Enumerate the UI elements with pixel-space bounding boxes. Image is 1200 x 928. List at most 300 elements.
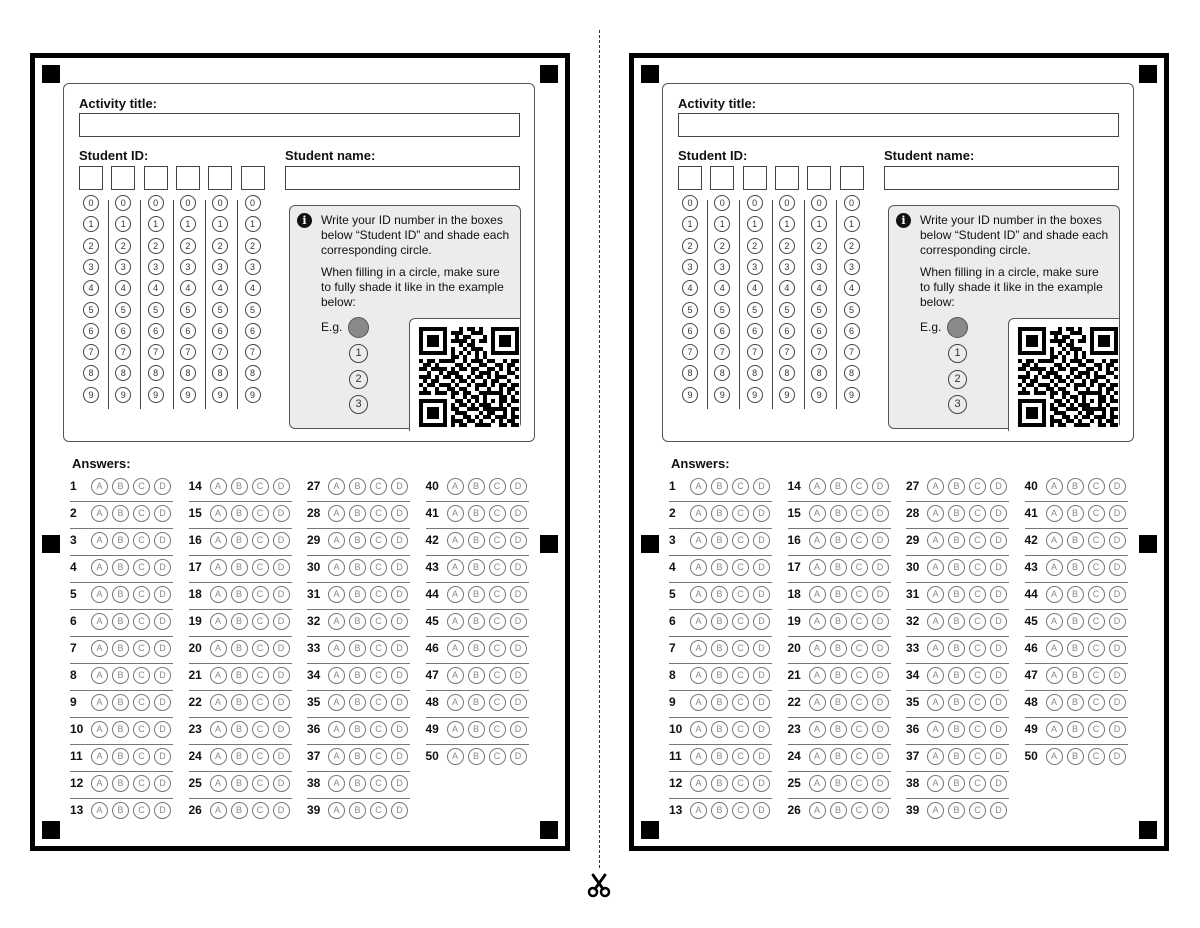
answer-bubble-b[interactable]: B [830, 748, 847, 765]
answer-bubble-c[interactable]: C [370, 613, 387, 630]
answer-bubble-c[interactable]: C [370, 559, 387, 576]
answer-bubble-c[interactable]: C [133, 748, 150, 765]
id-digit-bubble[interactable]: 9 [83, 387, 99, 403]
answer-bubble-d[interactable]: D [273, 505, 290, 522]
answer-bubble-c[interactable]: C [1088, 694, 1105, 711]
answer-bubble-d[interactable]: D [753, 478, 770, 495]
id-digit-bubble[interactable]: 0 [811, 195, 827, 211]
id-digit-bubble[interactable]: 0 [115, 195, 131, 211]
id-digit-bubble[interactable]: 9 [844, 387, 860, 403]
answer-bubble-d[interactable]: D [154, 721, 171, 738]
id-digit-bubble[interactable]: 6 [212, 323, 228, 339]
answer-bubble-d[interactable]: D [273, 667, 290, 684]
id-digit-bubble[interactable]: 9 [682, 387, 698, 403]
answer-bubble-c[interactable]: C [489, 640, 506, 657]
answer-bubble-c[interactable]: C [1088, 586, 1105, 603]
answer-bubble-c[interactable]: C [252, 532, 269, 549]
id-digit-bubble[interactable]: 2 [212, 238, 228, 254]
answer-bubble-d[interactable]: D [753, 748, 770, 765]
answer-bubble-d[interactable]: D [273, 586, 290, 603]
answer-bubble-a[interactable]: A [690, 478, 707, 495]
answer-bubble-a[interactable]: A [927, 694, 944, 711]
answer-bubble-c[interactable]: C [370, 802, 387, 819]
id-digit-bubble[interactable]: 7 [212, 344, 228, 360]
answer-bubble-d[interactable]: D [391, 505, 408, 522]
answer-bubble-b[interactable]: B [112, 667, 129, 684]
id-digit-bubble[interactable]: 5 [148, 302, 164, 318]
answer-bubble-b[interactable]: B [349, 694, 366, 711]
answer-bubble-a[interactable]: A [91, 775, 108, 792]
id-digit-bubble[interactable]: 4 [714, 280, 730, 296]
answer-bubble-d[interactable]: D [154, 586, 171, 603]
answer-bubble-b[interactable]: B [948, 532, 965, 549]
answer-bubble-a[interactable]: A [1046, 748, 1063, 765]
answer-bubble-b[interactable]: B [231, 586, 248, 603]
id-digit-bubble[interactable]: 5 [682, 302, 698, 318]
student-id-digit-box[interactable] [176, 166, 200, 190]
answer-bubble-a[interactable]: A [927, 802, 944, 819]
answer-bubble-b[interactable]: B [349, 748, 366, 765]
id-digit-bubble[interactable]: 1 [180, 216, 196, 232]
id-digit-bubble[interactable]: 8 [245, 365, 261, 381]
answer-bubble-a[interactable]: A [210, 775, 227, 792]
id-digit-bubble[interactable]: 5 [245, 302, 261, 318]
id-digit-bubble[interactable]: 2 [714, 238, 730, 254]
answer-bubble-a[interactable]: A [809, 640, 826, 657]
answer-bubble-c[interactable]: C [133, 586, 150, 603]
id-digit-bubble[interactable]: 7 [844, 344, 860, 360]
answer-bubble-c[interactable]: C [489, 532, 506, 549]
answer-bubble-c[interactable]: C [851, 586, 868, 603]
answer-bubble-d[interactable]: D [391, 775, 408, 792]
id-digit-bubble[interactable]: 5 [779, 302, 795, 318]
answer-bubble-d[interactable]: D [1109, 748, 1126, 765]
answer-bubble-c[interactable]: C [489, 748, 506, 765]
answer-bubble-a[interactable]: A [328, 694, 345, 711]
answer-bubble-d[interactable]: D [391, 748, 408, 765]
answer-bubble-b[interactable]: B [468, 478, 485, 495]
answer-bubble-c[interactable]: C [851, 802, 868, 819]
answer-bubble-b[interactable]: B [1067, 667, 1084, 684]
answer-bubble-a[interactable]: A [328, 721, 345, 738]
answer-bubble-b[interactable]: B [468, 532, 485, 549]
answer-bubble-d[interactable]: D [273, 748, 290, 765]
answer-bubble-b[interactable]: B [711, 640, 728, 657]
answer-bubble-c[interactable]: C [1088, 640, 1105, 657]
student-id-digit-box[interactable] [743, 166, 767, 190]
answer-bubble-c[interactable]: C [489, 613, 506, 630]
answer-bubble-a[interactable]: A [690, 721, 707, 738]
answer-bubble-a[interactable]: A [447, 748, 464, 765]
answer-bubble-d[interactable]: D [273, 640, 290, 657]
id-digit-bubble[interactable]: 5 [212, 302, 228, 318]
id-digit-bubble[interactable]: 5 [83, 302, 99, 318]
answer-bubble-a[interactable]: A [1046, 505, 1063, 522]
answer-bubble-a[interactable]: A [210, 478, 227, 495]
student-id-digit-box[interactable] [208, 166, 232, 190]
answer-bubble-c[interactable]: C [252, 586, 269, 603]
answer-bubble-d[interactable]: D [510, 667, 527, 684]
answer-bubble-b[interactable]: B [830, 721, 847, 738]
answer-bubble-a[interactable]: A [328, 559, 345, 576]
answer-bubble-b[interactable]: B [948, 721, 965, 738]
id-digit-bubble[interactable]: 7 [811, 344, 827, 360]
id-digit-bubble[interactable]: 1 [148, 216, 164, 232]
answer-bubble-a[interactable]: A [809, 694, 826, 711]
answer-bubble-b[interactable]: B [112, 694, 129, 711]
answer-bubble-a[interactable]: A [690, 775, 707, 792]
id-digit-bubble[interactable]: 9 [212, 387, 228, 403]
answer-bubble-d[interactable]: D [872, 505, 889, 522]
answer-bubble-a[interactable]: A [690, 748, 707, 765]
answer-bubble-a[interactable]: A [91, 505, 108, 522]
answer-bubble-c[interactable]: C [370, 721, 387, 738]
answer-bubble-d[interactable]: D [990, 748, 1007, 765]
answer-bubble-b[interactable]: B [231, 694, 248, 711]
answer-bubble-a[interactable]: A [809, 802, 826, 819]
answer-bubble-a[interactable]: A [1046, 613, 1063, 630]
answer-bubble-d[interactable]: D [273, 775, 290, 792]
answer-bubble-d[interactable]: D [391, 721, 408, 738]
answer-bubble-d[interactable]: D [753, 721, 770, 738]
answer-bubble-c[interactable]: C [133, 802, 150, 819]
answer-bubble-a[interactable]: A [690, 802, 707, 819]
answer-bubble-c[interactable]: C [133, 721, 150, 738]
answer-bubble-a[interactable]: A [328, 478, 345, 495]
answer-bubble-d[interactable]: D [510, 640, 527, 657]
answer-bubble-b[interactable]: B [112, 613, 129, 630]
answer-bubble-b[interactable]: B [948, 613, 965, 630]
answer-bubble-b[interactable]: B [1067, 613, 1084, 630]
answer-bubble-c[interactable]: C [969, 505, 986, 522]
answer-bubble-a[interactable]: A [447, 478, 464, 495]
id-digit-bubble[interactable]: 0 [148, 195, 164, 211]
id-digit-bubble[interactable]: 8 [212, 365, 228, 381]
answer-bubble-b[interactable]: B [468, 667, 485, 684]
answer-bubble-a[interactable]: A [328, 667, 345, 684]
id-digit-bubble[interactable]: 9 [714, 387, 730, 403]
id-digit-bubble[interactable]: 2 [779, 238, 795, 254]
answer-bubble-a[interactable]: A [690, 532, 707, 549]
answer-bubble-b[interactable]: B [830, 586, 847, 603]
answer-bubble-c[interactable]: C [732, 640, 749, 657]
answer-bubble-d[interactable]: D [391, 640, 408, 657]
answer-bubble-a[interactable]: A [690, 586, 707, 603]
id-digit-bubble[interactable]: 9 [148, 387, 164, 403]
student-id-digit-box[interactable] [111, 166, 135, 190]
answer-bubble-c[interactable]: C [732, 532, 749, 549]
answer-bubble-c[interactable]: C [489, 586, 506, 603]
answer-bubble-d[interactable]: D [1109, 667, 1126, 684]
answer-bubble-b[interactable]: B [1067, 478, 1084, 495]
answer-bubble-c[interactable]: C [732, 613, 749, 630]
id-digit-bubble[interactable]: 3 [212, 259, 228, 275]
answer-bubble-b[interactable]: B [349, 802, 366, 819]
answer-bubble-b[interactable]: B [1067, 586, 1084, 603]
answer-bubble-c[interactable]: C [252, 559, 269, 576]
answer-bubble-d[interactable]: D [154, 559, 171, 576]
answer-bubble-b[interactable]: B [711, 802, 728, 819]
answer-bubble-b[interactable]: B [1067, 559, 1084, 576]
answer-bubble-d[interactable]: D [990, 505, 1007, 522]
answer-bubble-c[interactable]: C [1088, 667, 1105, 684]
answer-bubble-d[interactable]: D [391, 613, 408, 630]
answer-bubble-b[interactable]: B [711, 775, 728, 792]
answer-bubble-c[interactable]: C [252, 640, 269, 657]
answer-bubble-c[interactable]: C [732, 478, 749, 495]
answer-bubble-c[interactable]: C [133, 613, 150, 630]
id-digit-bubble[interactable]: 4 [115, 280, 131, 296]
answer-bubble-c[interactable]: C [851, 640, 868, 657]
id-digit-bubble[interactable]: 8 [180, 365, 196, 381]
answer-bubble-d[interactable]: D [872, 802, 889, 819]
student-id-digit-box[interactable] [840, 166, 864, 190]
answer-bubble-b[interactable]: B [468, 613, 485, 630]
id-digit-bubble[interactable]: 2 [747, 238, 763, 254]
answer-bubble-a[interactable]: A [1046, 559, 1063, 576]
answer-bubble-a[interactable]: A [690, 640, 707, 657]
student-name-field[interactable] [884, 166, 1119, 190]
id-digit-bubble[interactable]: 5 [811, 302, 827, 318]
answer-bubble-b[interactable]: B [948, 640, 965, 657]
answer-bubble-d[interactable]: D [872, 613, 889, 630]
answer-bubble-a[interactable]: A [927, 775, 944, 792]
answer-bubble-a[interactable]: A [809, 505, 826, 522]
id-digit-bubble[interactable]: 7 [245, 344, 261, 360]
id-digit-bubble[interactable]: 1 [779, 216, 795, 232]
answer-bubble-b[interactable]: B [112, 748, 129, 765]
id-digit-bubble[interactable]: 4 [844, 280, 860, 296]
answer-bubble-c[interactable]: C [969, 478, 986, 495]
answer-bubble-a[interactable]: A [927, 640, 944, 657]
id-digit-bubble[interactable]: 8 [83, 365, 99, 381]
answer-bubble-c[interactable]: C [133, 478, 150, 495]
answer-bubble-a[interactable]: A [809, 478, 826, 495]
id-digit-bubble[interactable]: 9 [115, 387, 131, 403]
answer-bubble-a[interactable]: A [927, 505, 944, 522]
answer-bubble-a[interactable]: A [809, 532, 826, 549]
answer-bubble-c[interactable]: C [732, 559, 749, 576]
id-digit-bubble[interactable]: 1 [714, 216, 730, 232]
answer-bubble-c[interactable]: C [252, 667, 269, 684]
answer-bubble-d[interactable]: D [990, 478, 1007, 495]
answer-bubble-b[interactable]: B [349, 586, 366, 603]
id-digit-bubble[interactable]: 4 [779, 280, 795, 296]
id-digit-bubble[interactable]: 7 [779, 344, 795, 360]
id-digit-bubble[interactable]: 6 [115, 323, 131, 339]
answer-bubble-c[interactable]: C [732, 667, 749, 684]
answer-bubble-d[interactable]: D [990, 667, 1007, 684]
answer-bubble-a[interactable]: A [91, 694, 108, 711]
answer-bubble-b[interactable]: B [830, 505, 847, 522]
answer-bubble-a[interactable]: A [1046, 478, 1063, 495]
id-digit-bubble[interactable]: 3 [682, 259, 698, 275]
answer-bubble-d[interactable]: D [753, 640, 770, 657]
answer-bubble-b[interactable]: B [231, 775, 248, 792]
answer-bubble-a[interactable]: A [328, 613, 345, 630]
answer-bubble-a[interactable]: A [447, 721, 464, 738]
answer-bubble-b[interactable]: B [830, 613, 847, 630]
answer-bubble-d[interactable]: D [154, 613, 171, 630]
answer-bubble-a[interactable]: A [447, 586, 464, 603]
answer-bubble-a[interactable]: A [1046, 721, 1063, 738]
answer-bubble-d[interactable]: D [753, 613, 770, 630]
id-digit-bubble[interactable]: 8 [747, 365, 763, 381]
answer-bubble-b[interactable]: B [711, 478, 728, 495]
answer-bubble-c[interactable]: C [252, 721, 269, 738]
answer-bubble-c[interactable]: C [732, 775, 749, 792]
answer-bubble-d[interactable]: D [753, 775, 770, 792]
student-id-digit-box[interactable] [79, 166, 103, 190]
answer-bubble-b[interactable]: B [231, 532, 248, 549]
answer-bubble-a[interactable]: A [690, 505, 707, 522]
answer-bubble-b[interactable]: B [231, 748, 248, 765]
id-digit-bubble[interactable]: 7 [180, 344, 196, 360]
answer-bubble-b[interactable]: B [948, 586, 965, 603]
id-digit-bubble[interactable]: 9 [747, 387, 763, 403]
id-digit-bubble[interactable]: 2 [245, 238, 261, 254]
answer-bubble-a[interactable]: A [809, 559, 826, 576]
answer-bubble-d[interactable]: D [990, 532, 1007, 549]
answer-bubble-c[interactable]: C [851, 721, 868, 738]
answer-bubble-b[interactable]: B [231, 559, 248, 576]
id-digit-bubble[interactable]: 0 [844, 195, 860, 211]
answer-bubble-b[interactable]: B [711, 559, 728, 576]
answer-bubble-a[interactable]: A [91, 532, 108, 549]
answer-bubble-d[interactable]: D [510, 721, 527, 738]
answer-bubble-d[interactable]: D [872, 478, 889, 495]
id-digit-bubble[interactable]: 3 [714, 259, 730, 275]
id-digit-bubble[interactable]: 6 [747, 323, 763, 339]
answer-bubble-b[interactable]: B [830, 802, 847, 819]
id-digit-bubble[interactable]: 2 [83, 238, 99, 254]
answer-bubble-c[interactable]: C [489, 667, 506, 684]
answer-bubble-b[interactable]: B [1067, 505, 1084, 522]
answer-bubble-b[interactable]: B [948, 775, 965, 792]
answer-bubble-b[interactable]: B [349, 775, 366, 792]
answer-bubble-c[interactable]: C [133, 532, 150, 549]
answer-bubble-d[interactable]: D [391, 667, 408, 684]
id-digit-bubble[interactable]: 3 [148, 259, 164, 275]
student-id-digit-box[interactable] [144, 166, 168, 190]
answer-bubble-d[interactable]: D [1109, 721, 1126, 738]
id-digit-bubble[interactable]: 7 [747, 344, 763, 360]
answer-bubble-a[interactable]: A [690, 694, 707, 711]
answer-bubble-a[interactable]: A [91, 640, 108, 657]
answer-bubble-c[interactable]: C [370, 748, 387, 765]
answer-bubble-c[interactable]: C [969, 667, 986, 684]
id-digit-bubble[interactable]: 6 [844, 323, 860, 339]
id-digit-bubble[interactable]: 0 [83, 195, 99, 211]
answer-bubble-c[interactable]: C [133, 505, 150, 522]
answer-bubble-b[interactable]: B [468, 586, 485, 603]
id-digit-bubble[interactable]: 6 [714, 323, 730, 339]
answer-bubble-a[interactable]: A [927, 613, 944, 630]
answer-bubble-c[interactable]: C [851, 748, 868, 765]
id-digit-bubble[interactable]: 5 [115, 302, 131, 318]
answer-bubble-b[interactable]: B [468, 694, 485, 711]
answer-bubble-b[interactable]: B [349, 721, 366, 738]
answer-bubble-d[interactable]: D [1109, 478, 1126, 495]
answer-bubble-a[interactable]: A [1046, 640, 1063, 657]
answer-bubble-c[interactable]: C [969, 559, 986, 576]
answer-bubble-c[interactable]: C [252, 505, 269, 522]
answer-bubble-b[interactable]: B [349, 532, 366, 549]
answer-bubble-d[interactable]: D [154, 532, 171, 549]
id-digit-bubble[interactable]: 5 [714, 302, 730, 318]
answer-bubble-d[interactable]: D [872, 640, 889, 657]
answer-bubble-a[interactable]: A [328, 532, 345, 549]
answer-bubble-b[interactable]: B [948, 694, 965, 711]
answer-bubble-d[interactable]: D [273, 694, 290, 711]
answer-bubble-a[interactable]: A [927, 586, 944, 603]
answer-bubble-d[interactable]: D [990, 613, 1007, 630]
answer-bubble-b[interactable]: B [349, 613, 366, 630]
answer-bubble-a[interactable]: A [210, 559, 227, 576]
answer-bubble-a[interactable]: A [1046, 694, 1063, 711]
id-digit-bubble[interactable]: 1 [747, 216, 763, 232]
answer-bubble-d[interactable]: D [753, 694, 770, 711]
answer-bubble-a[interactable]: A [210, 721, 227, 738]
id-digit-bubble[interactable]: 3 [844, 259, 860, 275]
answer-bubble-d[interactable]: D [510, 532, 527, 549]
answer-bubble-d[interactable]: D [872, 559, 889, 576]
id-digit-bubble[interactable]: 7 [83, 344, 99, 360]
id-digit-bubble[interactable]: 2 [682, 238, 698, 254]
answer-bubble-a[interactable]: A [809, 586, 826, 603]
id-digit-bubble[interactable]: 4 [180, 280, 196, 296]
answer-bubble-d[interactable]: D [990, 559, 1007, 576]
answer-bubble-b[interactable]: B [112, 640, 129, 657]
answer-bubble-b[interactable]: B [830, 640, 847, 657]
answer-bubble-c[interactable]: C [969, 613, 986, 630]
id-digit-bubble[interactable]: 2 [844, 238, 860, 254]
answer-bubble-c[interactable]: C [252, 613, 269, 630]
answer-bubble-b[interactable]: B [112, 559, 129, 576]
answer-bubble-c[interactable]: C [133, 775, 150, 792]
id-digit-bubble[interactable]: 6 [811, 323, 827, 339]
answer-bubble-c[interactable]: C [851, 505, 868, 522]
answer-bubble-c[interactable]: C [851, 532, 868, 549]
id-digit-bubble[interactable]: 2 [115, 238, 131, 254]
id-digit-bubble[interactable]: 5 [844, 302, 860, 318]
answer-bubble-b[interactable]: B [948, 559, 965, 576]
answer-bubble-c[interactable]: C [1088, 559, 1105, 576]
answer-bubble-b[interactable]: B [231, 802, 248, 819]
id-digit-bubble[interactable]: 4 [747, 280, 763, 296]
answer-bubble-c[interactable]: C [1088, 721, 1105, 738]
answer-bubble-d[interactable]: D [990, 721, 1007, 738]
answer-bubble-c[interactable]: C [851, 667, 868, 684]
answer-bubble-d[interactable]: D [872, 694, 889, 711]
answer-bubble-a[interactable]: A [1046, 532, 1063, 549]
id-digit-bubble[interactable]: 1 [682, 216, 698, 232]
answer-bubble-c[interactable]: C [851, 775, 868, 792]
answer-bubble-a[interactable]: A [447, 694, 464, 711]
answer-bubble-b[interactable]: B [112, 802, 129, 819]
answer-bubble-c[interactable]: C [133, 667, 150, 684]
answer-bubble-c[interactable]: C [732, 694, 749, 711]
answer-bubble-c[interactable]: C [370, 775, 387, 792]
answer-bubble-d[interactable]: D [753, 532, 770, 549]
id-digit-bubble[interactable]: 7 [148, 344, 164, 360]
answer-bubble-a[interactable]: A [91, 559, 108, 576]
answer-bubble-b[interactable]: B [231, 721, 248, 738]
answer-bubble-d[interactable]: D [1109, 505, 1126, 522]
answer-bubble-d[interactable]: D [510, 613, 527, 630]
answer-bubble-a[interactable]: A [690, 667, 707, 684]
answer-bubble-a[interactable]: A [328, 748, 345, 765]
